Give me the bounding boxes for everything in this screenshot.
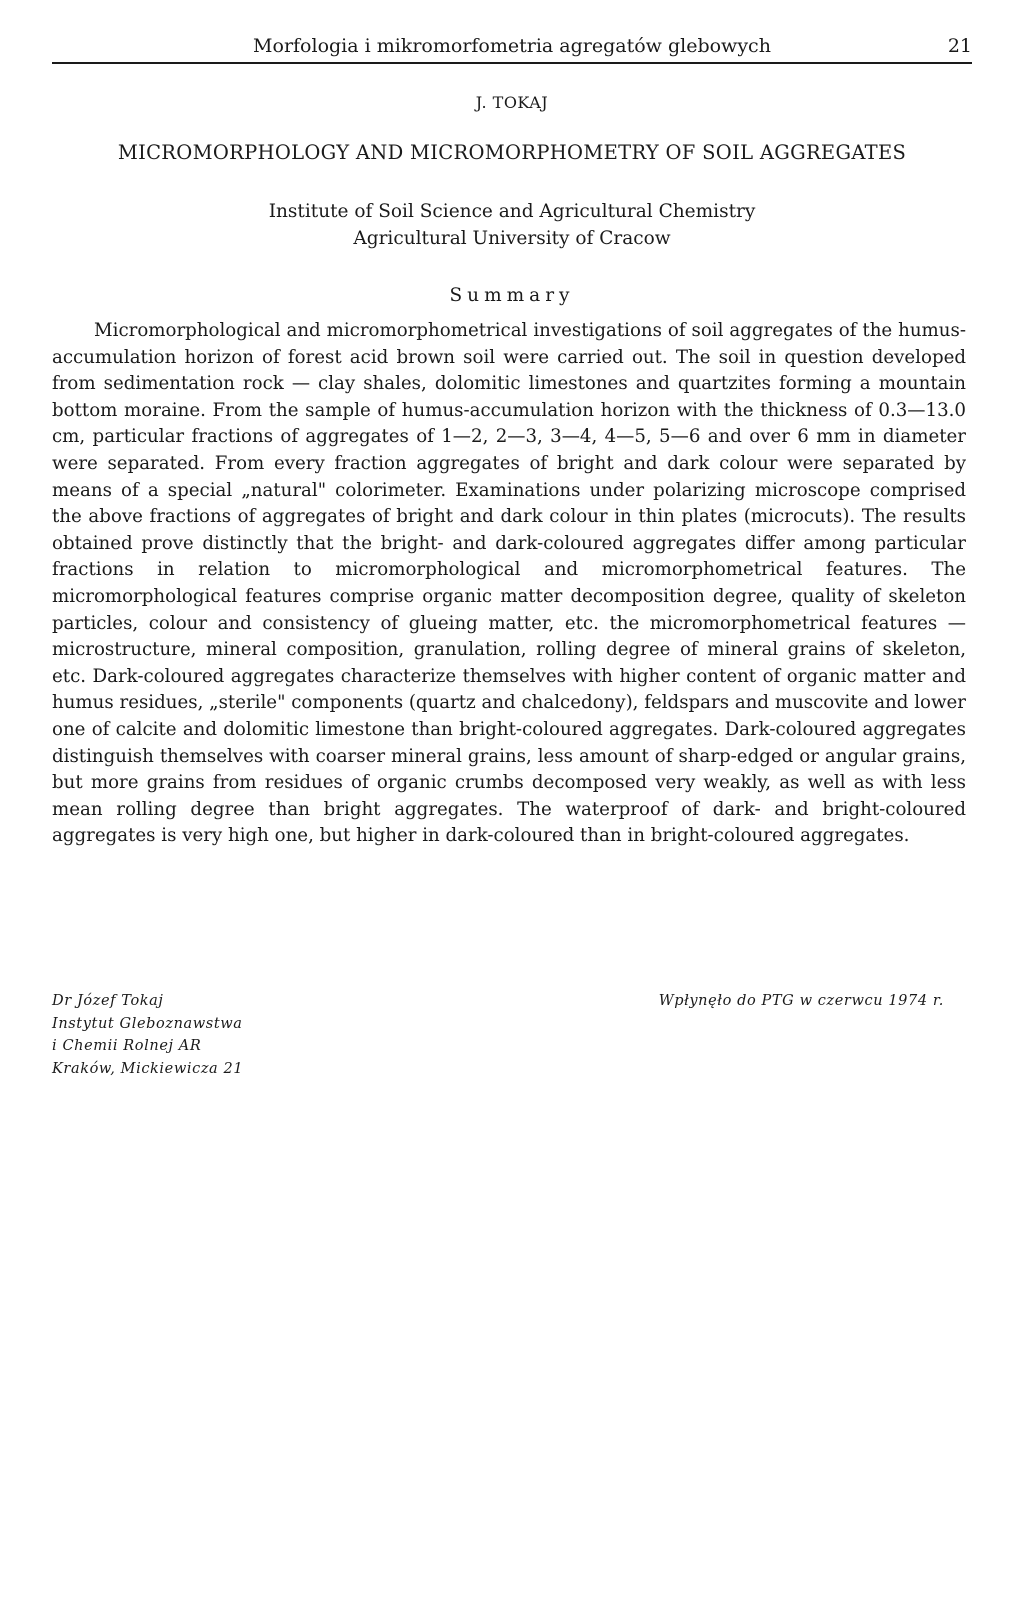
affiliation-line-institute: Institute of Soil Science and Agricultural Chemistry bbox=[268, 201, 756, 222]
summary-heading: Summary bbox=[449, 285, 575, 306]
affiliation bbox=[52, 198, 972, 252]
summary-paragraph: Micromorphological and micromorphometrical investigations of soil aggregates of the humus-accumulation horizon of forest acid brown soil were carried out. The soil in question developed from sedimentation rock — clay shales, dolomitic limestones and quartzites forming a mountain bottom moraine. From the sample of humus-accumulation horizon with the thickness of 0.3—13.0 cm, particular fractions of aggregates of 1—2, 2—3, 3—4, 4—5, 5—6 and over 6 mm in diameter were separated. From every fraction aggregates of bright and dark colour were separated by means of a special „natural" colorimeter. Examinations under polarizing microscope comprised the above fractions of aggregates of bright and dark colour in thin plates (microcuts). The results obtained prove distinctly that the bright- and dark-coloured aggregates differ among particular fractions in relation to micromorphological and micromorphometrical features. The micromorphological features comprise organic matter decomposition degree, quality of skeleton particles, colour and consistency of glueing matter, etc. the micromorphometrical features — microstructure, mineral composition, granulation, rolling degree of mineral grains of skeleton, etc. Dark-coloured aggregates characterize themselves with higher content of organic matter and humus residues, „sterile" components (quartz and chalcedony), feldspars and muscovite and lower one of calcite and dolomitic limestone than bright-coloured aggregates. Dark-coloured aggregates distinguish themselves with coarser mineral grains, less amount of sharp-edged or angular grains, but more grains from residues of organic crumbs decomposed very weakly, as well as with less mean rolling degree than bright aggregates. The waterproof of dark- and bright-coloured aggregates is very high one, but higher in dark-coloured than in bright-coloured aggregates. bbox=[52, 320, 966, 847]
page-number: 21 bbox=[947, 35, 972, 57]
author-signature-block bbox=[52, 990, 243, 1080]
article-author: J. TOKAJ bbox=[475, 93, 549, 112]
signature-name: Dr Józef Tokaj bbox=[52, 993, 164, 1009]
running-title: Morfologia i mikromorfometria agregatów glebowych bbox=[253, 35, 771, 57]
received-date: Wpłynęło do PTG w czerwcu 1974 r. bbox=[658, 993, 944, 1009]
signature-department: i Chemii Rolnej AR bbox=[52, 1038, 202, 1054]
article-title: MICROMORPHOLOGY AND MICROMORPHOMETRY OF SOIL AGGREGATES bbox=[117, 141, 907, 164]
signature-address: Kraków, Mickiewicza 21 bbox=[52, 1060, 244, 1077]
affiliation-line-university: Agricultural University of Cracow bbox=[353, 228, 671, 249]
running-head bbox=[52, 32, 972, 64]
signature-institute: Instytut Gleboznawstwa bbox=[52, 1015, 243, 1032]
